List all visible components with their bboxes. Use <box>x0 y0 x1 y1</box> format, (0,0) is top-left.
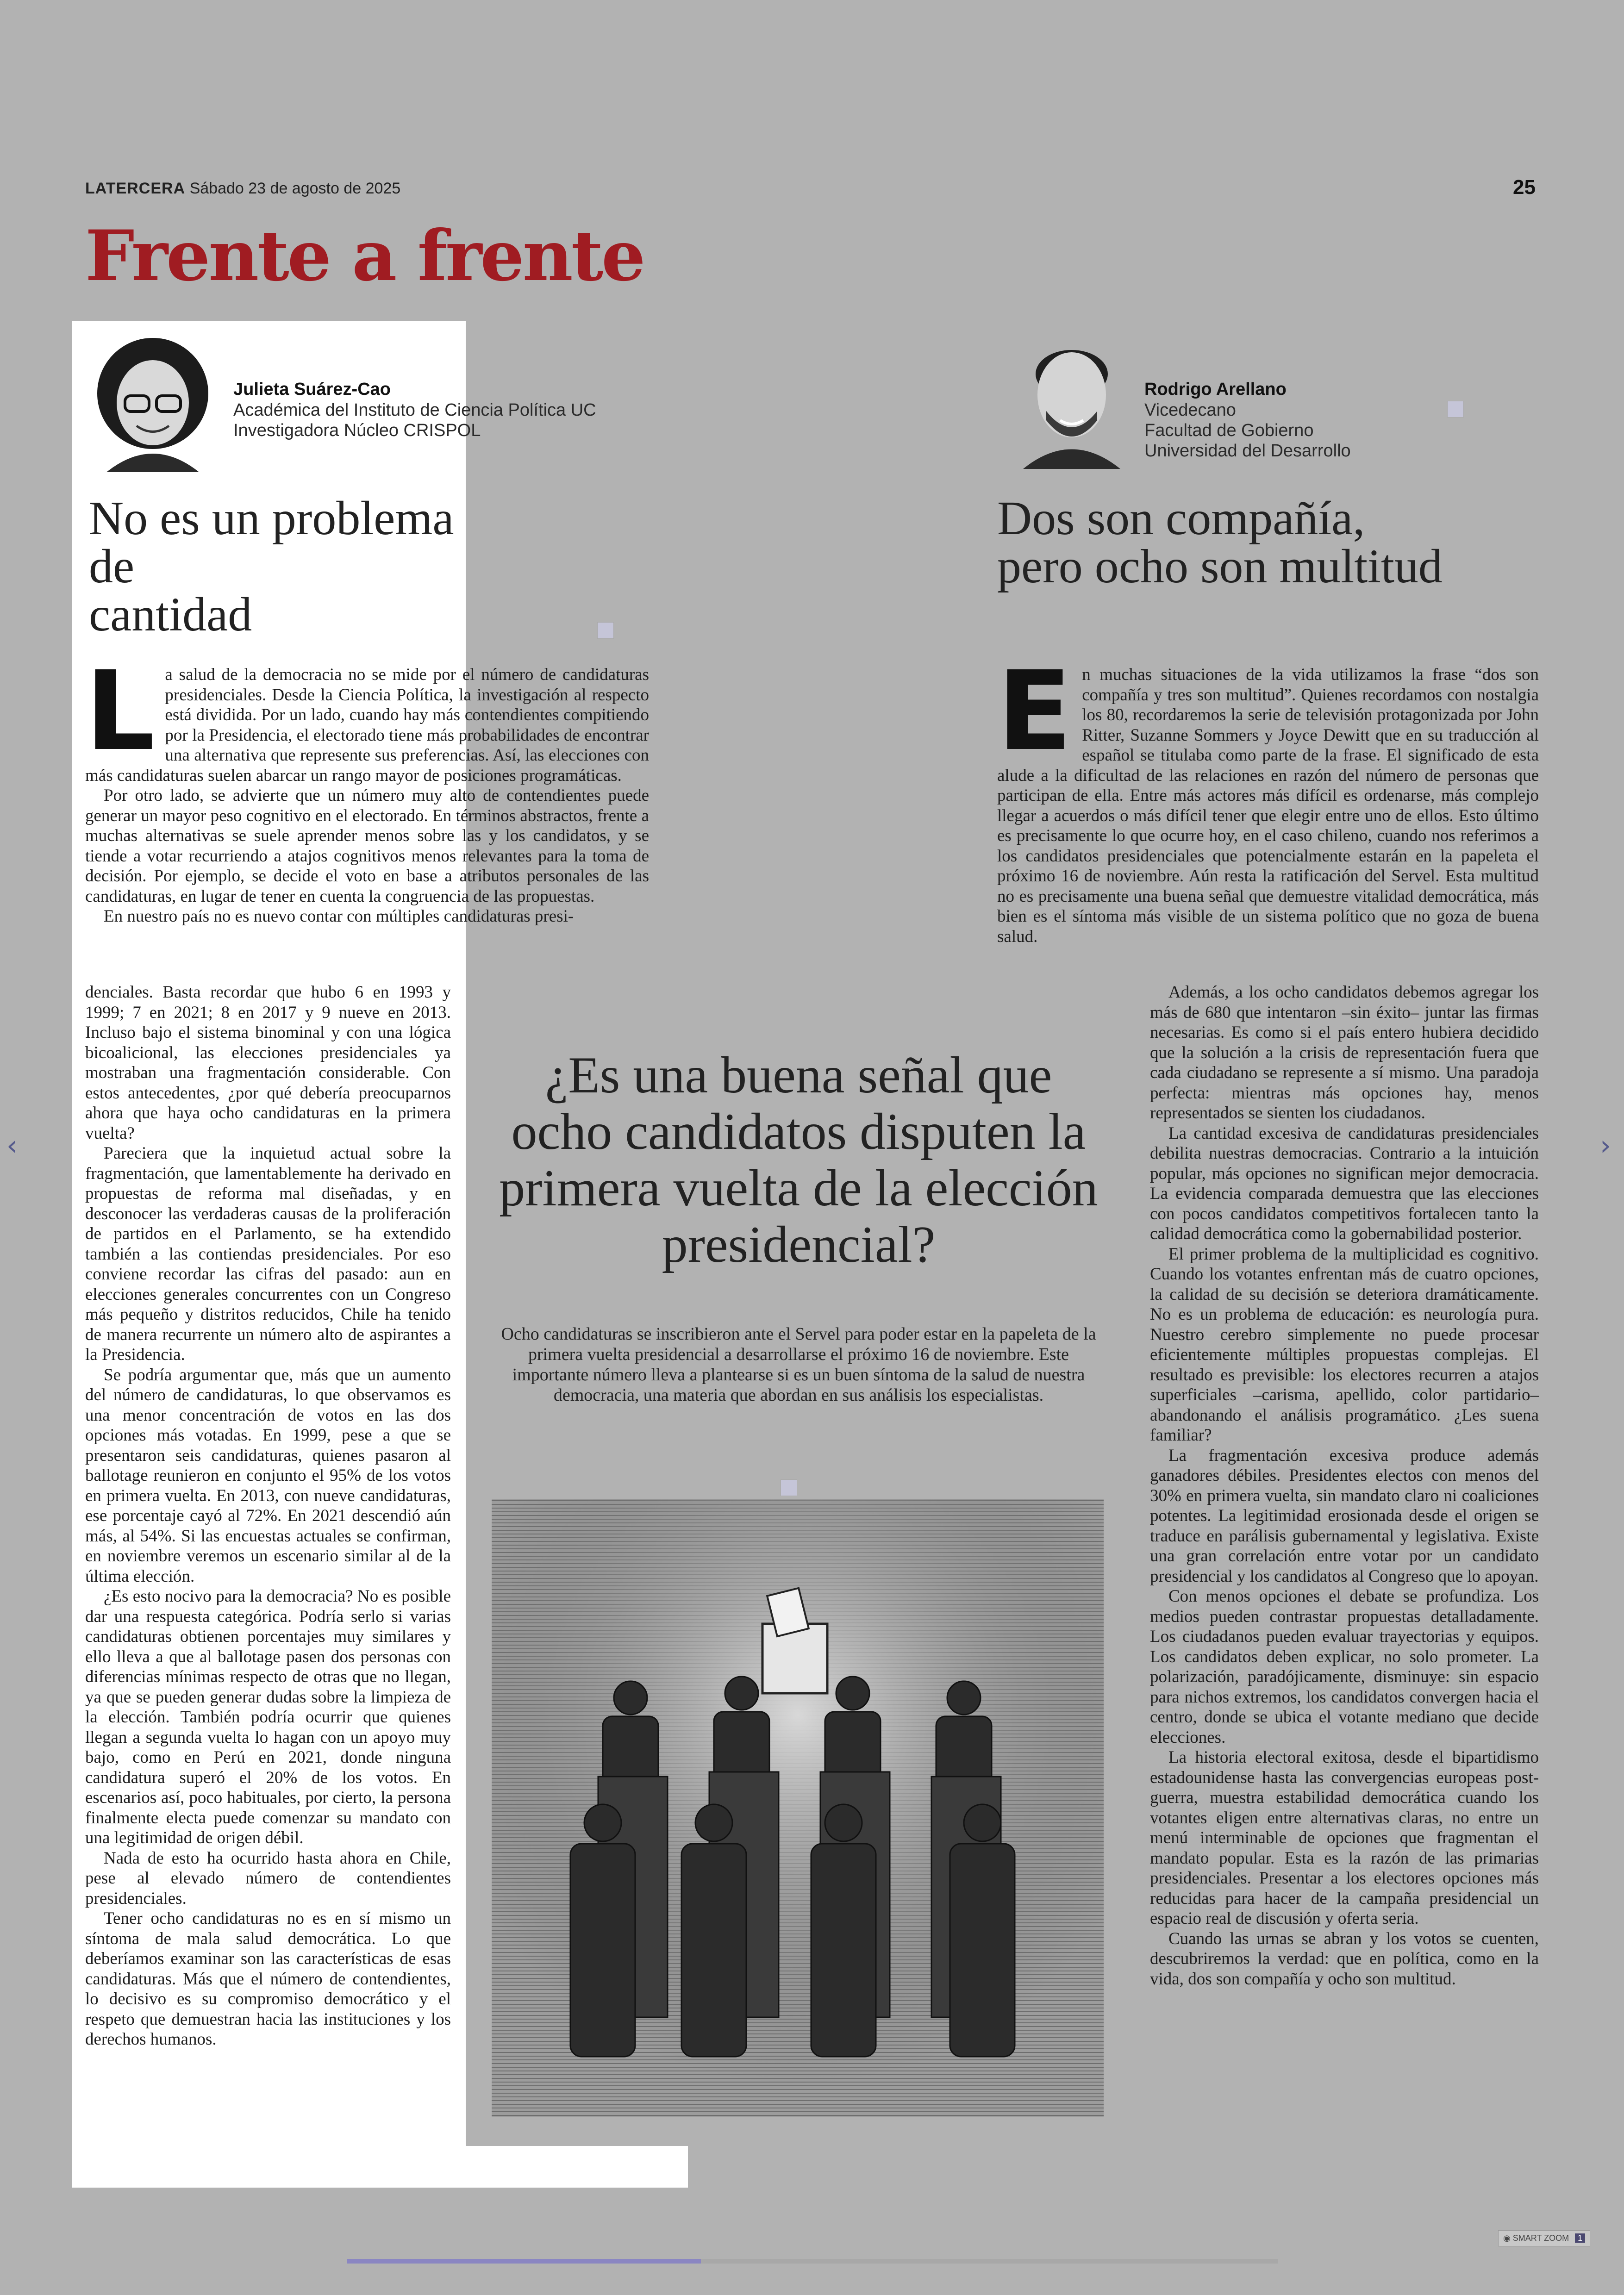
headline-line: cantidad <box>89 588 252 641</box>
headline-left <box>89 494 506 639</box>
highlight-panel-footer <box>72 2146 688 2188</box>
paragraph: Pareciera que la inquietud actual sobre la fragmentación, que lamentablemente ha derivado en propuestas de reforma mal diseñadas, y en desconocer las verdaderas causas de la proliferación de partidos en el Parlamento, se ha extendido también a las contiendas presidenciales. Por eso conviene recordar las cifras del pasado: aun en elecciones generales concurrentes con un Congreso más pequeño y distritos reducidos, Chile ha tenido de manera recurrente un número alto de aspirantes a la Presidencia. <box>85 1144 451 1364</box>
paragraph: En nuestro país no es nuevo contar con múltiples candidaturas presi- <box>104 907 574 926</box>
author-roles-right <box>1144 400 1351 461</box>
article-link-pin[interactable] <box>1447 401 1464 418</box>
next-page-button[interactable] <box>1600 1129 1611 1162</box>
debate-intro: Ocho candidaturas se inscribieron ante el Servel para poder estar en la papeleta de la primera vuelta presidencial a desarrollarse el próximo 16 de noviembre. Este importante número lleva a plantearse si es un buen síntoma de la salud de nuestra democracia, una materia que abordan en sus análisis los especialistas. <box>501 1324 1096 1405</box>
prev-page-button[interactable] <box>6 1129 18 1162</box>
paragraph: Tener ocho candidaturas no es en sí mismo un síntoma de mala salud democrática. Lo que deberíamos examinar son las características de esas candidaturas. Más que el número de contendientes, lo decisivo es su compromiso democrático y el respeto que demuestran hacia las instituciones y los derechos humanos. <box>85 1909 451 2049</box>
smart-zoom-count: 1 <box>1575 2233 1585 2243</box>
headline-line: pero ocho son multitud <box>997 540 1443 593</box>
drop-cap: L <box>85 648 155 775</box>
author-role: Universidad del Desarrollo <box>1144 441 1351 461</box>
paragraph: Cuando las urnas se abran y los votos se cuenten, descubriremos la verdad: que en política, como en la vida, dos son compañía y ocho son multitud. <box>1150 1929 1539 1989</box>
author-role: Investigadora Núcleo CRISPOL <box>233 421 481 440</box>
author-portrait-right <box>1014 337 1130 469</box>
page-progress-bar[interactable] <box>347 2259 1278 2264</box>
headline-line: Dos son compañía, <box>997 492 1365 545</box>
paragraph: Además, a los ocho candidatos debemos agregar los más de 680 que intentaron –sin éxito– juntar las firmas necesarias. Es como si el país entero hubiera decidido que la solución a la crisis de representación fuera que cada ciudadano se represente a sí mismo. Una paradoja perfecta: mientras más opciones hay, menos representados se sienten los ciudadanos. <box>1150 983 1539 1123</box>
debate-question: ¿Es una buena señal que ocho candidatos disputen la primera vuelta de la elección presidencial? <box>499 1047 1098 1273</box>
paragraph: Nada de esto ha ocurrido hasta ahora en Chile, pese al elevado número de contendientes presidenciales. <box>85 1848 451 1908</box>
headline-line: No es un problema de <box>89 492 454 593</box>
paragraph: Se podría argumentar que, más que un aumento del número de candidaturas, lo que observamos es una menor concentración de votos en las dos opciones más votadas. En 1999, pese a que se presentaron seis candidaturas, quienes pasaron al ballotage reunieron en conjunto el 95% de los votos en primera vuelta. En 2013, con nueve candidaturas, ese porcentaje cayó al 72%. En 2021 descendió aún más, al 54%. Si las encuestas actuales se confirman, en noviembre veremos un escenario similar al de la última elección. <box>85 1365 451 1586</box>
article-left-column <box>85 982 451 2050</box>
illustration-candidates-at-podiums <box>492 1499 1104 2117</box>
paragraph: La cantidad excesiva de candidaturas presidenciales debilita nuestras democracias. Contrario a la intuición popular, más opciones no significan mejor democracia. La evidencia comparada demuestra que las elecciones con pocos candidatos competitivos fortalecen tanto la calidad democrática como la gobernabilidad posterior. <box>1150 1123 1539 1243</box>
drop-cap: E <box>997 648 1072 775</box>
page-progress-fill <box>347 2259 701 2264</box>
paragraph: La fragmentación excesiva produce además ganadores débiles. Presidentes electos con menos del 30% en primera vuelta, sin mandato claro ni coaliciones potentes. La legitimidad erosionada desde el origen se traduce en parálisis gubernamental y legislativa. Existe una gran correlación entre votar por un candidato presidencial y los candidatos al Congreso que lo apoyan. <box>1150 1446 1539 1586</box>
paragraph: a salud de la democracia no se mide por el número de candidaturas presidenciales. Desde la Ciencia Política, la investigación al respecto está dividida. Por un lado, cuando hay más contendientes compitiendo por la Presidencia, el electorado tiene más probabilidades de encontrar una alternativa que represente sus preferencias. Así, las elecciones con más candidaturas suelen abarcar un rango mayor de posiciones programáticas. <box>85 665 649 785</box>
author-roles-left <box>233 400 596 441</box>
chevron-right-icon: › <box>1600 1129 1611 1162</box>
eye-icon: ◉ <box>1503 2233 1511 2243</box>
paragraph: ¿Es esto nocivo para la democracia? No es posible dar una respuesta categórica. Podría serlo si varias candidaturas obtienen porcentajes muy similares y ello lleva a que al ballotage pasen dos personas con diferencias mínimas respecto de otras que no llegan, ya que se pueden generar dudas sobre la limpieza de la elección. También podría ocurrir que quienes llegan a segunda vuelta lo hagan con un apoyo muy bajo, como en Perú en 2021, donde ninguna candidatura superó el 20% de los votos. En escenarios así, poco habituales, por cierto, la persona finalmente electa puede comenzar su mandato con una legitimidad de origen débil. <box>85 1587 451 1847</box>
article-left-top <box>85 648 649 927</box>
issue-date: Sábado 23 de agosto de 2025 <box>189 180 401 197</box>
chevron-left-icon: ‹ <box>6 1129 18 1162</box>
paragraph: denciales. Basta recordar que hubo 6 en 1993 y 1999; 7 en 2021; 8 en 2017 y 9 nueve en 2013. Incluso bajo el sistema binominal y con una lógica bicoalicional, las elecciones presidenciales ya mostraban una fragmentación considerable. Con estos antecedentes, ¿por qué debería preocuparnos ahora que haya ocho candidaturas en la primera vuelta? <box>85 983 451 1143</box>
article-link-pin[interactable] <box>781 1479 797 1496</box>
article-right-column <box>1150 982 1539 1989</box>
headline-right <box>997 494 1553 591</box>
paper-name: LATERCERA <box>85 180 186 197</box>
page-header <box>85 180 400 198</box>
smart-zoom-button[interactable] <box>1498 2230 1590 2246</box>
author-role: Académica del Instituto de Ciencia Política UC <box>233 400 596 420</box>
paragraph: Por otro lado, se advierte que un número muy alto de contendientes puede generar un mayor peso cognitivo en el electorado. En términos abstractos, frente a muchas alternativas se suele aprender menos sobre las y los candidatos, y se tiende a votar recurriendo a atajos cognitivos menos relevantes para la toma de decisión. Por ejemplo, se decide el voto en base a atributos personales de las candidaturas, en lugar de tener en cuenta la congruencia de las propuestas. <box>85 786 649 906</box>
article-link-pin[interactable] <box>597 622 614 639</box>
author-name-right: Rodrigo Arellano <box>1144 380 1287 399</box>
author-portrait-left <box>88 333 218 472</box>
author-role: Facultad de Gobierno <box>1144 421 1314 440</box>
paragraph: Con menos opciones el debate se profundiza. Los medios pueden contrastar propuestas detalladamente. Los ciudadanos pueden evaluar trayectorias y equipos. Los candidatos deben explicar, no solo prometer. La polarización, paradójicamente, disminuye: sin espacio para nichos extremos, los candidatos convergen hacia el centro, donde se ubica el votante mediano que decide elecciones. <box>1150 1587 1539 1747</box>
paragraph: El primer problema de la multiplicidad es cognitivo. Cuando los votantes enfrentan más de cuatro opciones, la calidad de su decisión se deteriora dramáticamente. No es un problema de educación: es neurología pura. Nuestro cerebro simplemente no puede procesar eficientemente múltiples propuestas complejas. El resultado es previsible: los electores recurren a atajos superficiales –carisma, apellido, color partidario– abandonando el análisis programático. ¿Les suena familiar? <box>1150 1244 1539 1445</box>
paragraph: La historia electoral exitosa, desde el bipartidismo estadounidense hasta las convergencias europeas post-guerra, muestra estabilidad democrática cuando los votantes eligen entre alternativas claras, no entre un menú interminable de opciones que fragmentan el mandato popular. Esta es la razón de las primarias presidenciales. Presentar a los electores opciones más reducidas para hacer de la campaña presidencial un espacio real de discusión y oferta seria. <box>1150 1748 1539 1928</box>
page-number: 25 <box>1513 176 1536 199</box>
author-name-left: Julieta Suárez-Cao <box>233 380 391 399</box>
smart-zoom-label: SMART ZOOM <box>1512 2233 1569 2243</box>
section-title: Frente a frente <box>85 215 644 297</box>
paragraph: n muchas situaciones de la vida utilizamos la frase “dos son compañía y tres son multitud”. Quienes recordamos con nostalgia los 80, recordaremos la serie de televisión protagonizada por John Ritter, Suzanne Sommers y Joyce Dewitt que en su traducción al español se titulaba como parte de la frase. El significado de esta alude a la dificultad de las relaciones en razón del número de personas que participan de ella. Entre más actores más difícil es ordenarse, más complejo llegar a acuerdos o más difícil tener que elegir entre uno de ellos. Esto último es precisamente lo que ocurre hoy, en el caso chileno, cuando nos referimos a los candidatos presidenciales que potencialmente estarán en la papeleta el próximo 16 de noviembre. Aún resta la ratificación del Servel. Esta multitud no es precisamente una buena señal que demuestre vitalidad democrática, más bien es el síntoma más visible de un sistema político que no goza de buena salud. <box>997 665 1539 946</box>
article-right-top <box>997 648 1539 947</box>
author-role: Vicedecano <box>1144 400 1236 420</box>
